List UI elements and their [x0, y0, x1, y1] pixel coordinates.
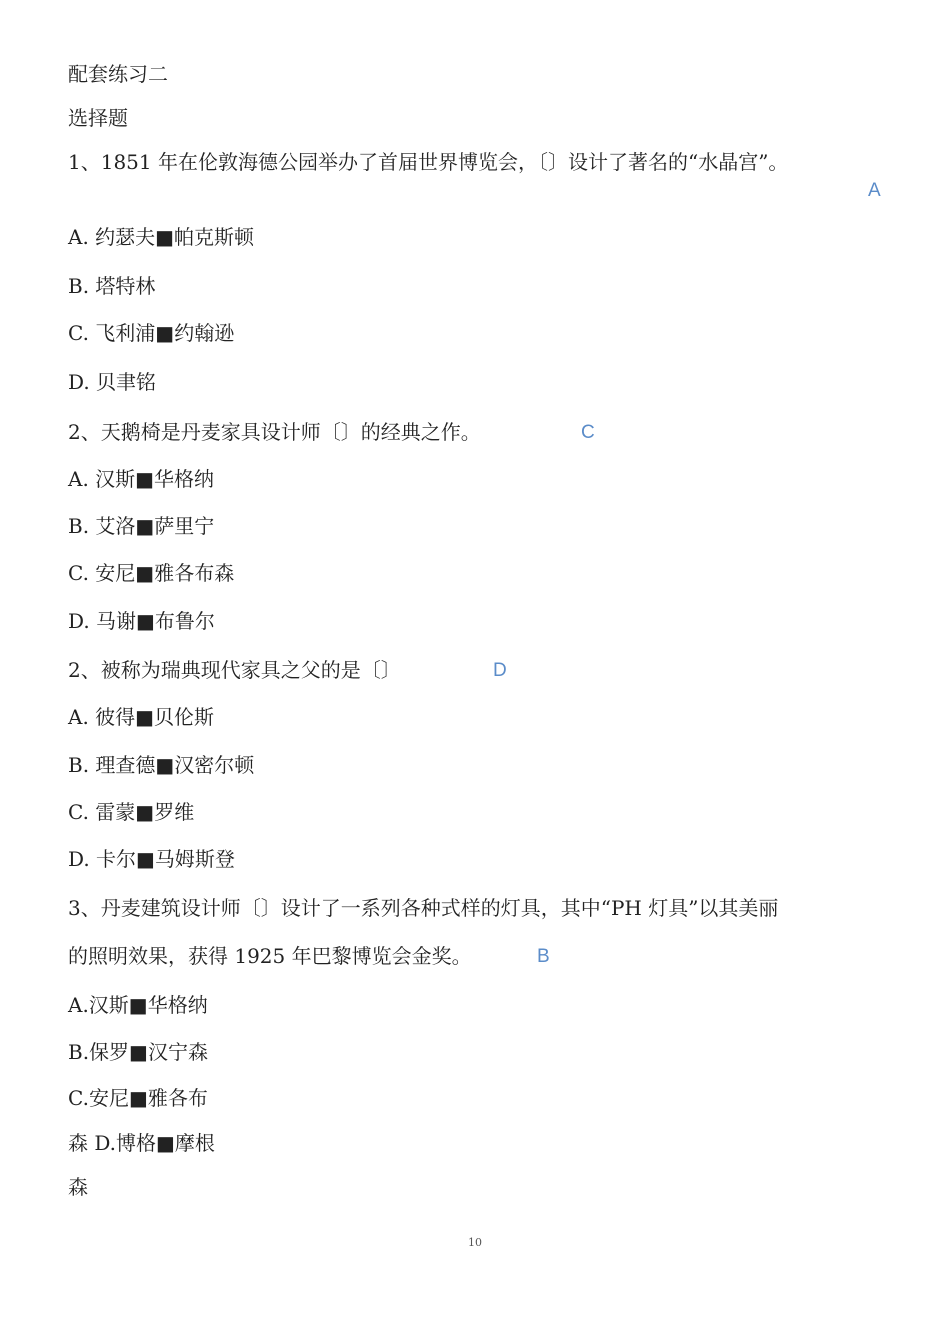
question-4-text-line-2: 的照明效果，获得 1925 年巴黎博览会金奖。 [68, 944, 472, 968]
question-1-option-c: C. 飞利浦■约翰逊 [68, 321, 235, 345]
question-1-option-b: B. 塔特林 [68, 274, 156, 298]
question-4-option-b: B.保罗■汉宁森 [68, 1040, 208, 1064]
question-4-answer: B [537, 946, 550, 967]
question-2-answer: C [581, 422, 595, 443]
question-4-option-d: 森 D.博格■摩根 [68, 1131, 215, 1155]
question-4-text-line-1: 3、丹麦建筑设计师〔〕设计了一系列各种式样的灯具，其中“PH 灯具”以其美丽 [68, 896, 779, 920]
question-4-option-a: A.汉斯■华格纳 [68, 993, 208, 1017]
question-3-text: 2、被称为瑞典现代家具之父的是〔〕 [68, 658, 401, 682]
page-number: 10 [468, 1236, 482, 1249]
question-1-answer: A [868, 180, 881, 201]
question-4-option-c: C.安尼■雅各布 [68, 1086, 208, 1110]
section-heading: 选择题 [68, 106, 128, 130]
question-3-option-d: D. 卡尔■马姆斯登 [68, 847, 235, 871]
question-2-option-d: D. 马谢■布鲁尔 [68, 609, 215, 633]
document-title: 配套练习二 [68, 62, 168, 86]
question-2-option-c: C. 安尼■雅各布森 [68, 561, 235, 585]
question-2-option-b: B. 艾洛■萨里宁 [68, 514, 215, 538]
question-3-option-c: C. 雷蒙■罗维 [68, 800, 195, 824]
question-1-text: 1、1851 年在伦敦海德公园举办了首届世界博览会，〔〕设计了著名的“水晶宫”。 [68, 150, 789, 174]
question-2-text: 2、天鹅椅是丹麦家具设计师〔〕的经典之作。 [68, 420, 481, 444]
question-1-option-a: A. 约瑟夫■帕克斯顿 [68, 225, 255, 249]
question-1-option-d: D. 贝聿铭 [68, 370, 157, 394]
question-3-answer: D [493, 660, 507, 681]
question-3-option-a: A. 彼得■贝伦斯 [68, 705, 215, 729]
question-4-option-d-continued: 森 [68, 1175, 88, 1199]
question-2-option-a: A. 汉斯■华格纳 [68, 467, 215, 491]
question-3-option-b: B. 理查德■汉密尔顿 [68, 753, 255, 777]
